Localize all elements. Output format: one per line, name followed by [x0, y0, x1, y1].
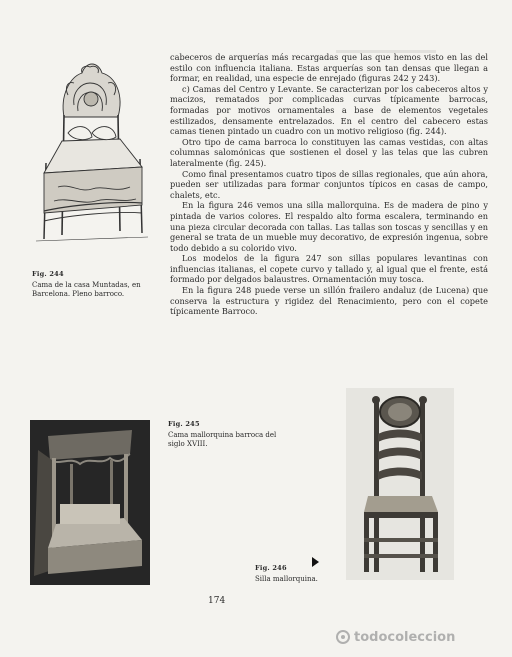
tc-logo-icon [336, 630, 350, 644]
chair-photo-fig246 [346, 388, 454, 580]
paragraph-5: En la figura 246 vemos una silla mallorquina. Es de madera de pino y pintada de varios colores. El respaldo alto forma escalera, terminando en una pieza circular decorada con tallas. Las tallas son toscas y sencillas y en general se trata de un mueble muy decorativo, de expresión ingenua, sobre todo debido a su colorido vivo. [170, 200, 488, 253]
paragraph-4: Como final presentamos cuatro tipos de sillas regionales, que aún ahora, pueden ser utilizadas para formar conjuntos típicos en casas de campo, chalets, etc. [170, 168, 488, 200]
bed-photo-fig245 [30, 420, 150, 585]
page-number: 174 [208, 596, 226, 606]
paragraph-7: En la figura 248 puede verse un sillón frailero andaluz (de Lucena) que conserva la estructura y rigidez del Renacimiento, pero con el copete típicamente Barroco. [170, 285, 488, 317]
bed-drawing-fig244 [30, 55, 150, 245]
figure-245-caption [168, 420, 288, 449]
figure-245-text: Cama mallorquina barroca del siglo XVIII. [168, 431, 277, 448]
paragraph-3: Otro tipo de cama barroca lo constituyen las camas vestidas, con altas columnas salomónicas que sostienen el dosel y las telas que las cubren lateralmente (fig. 245). [170, 136, 488, 168]
figure-246-number: Fig. 246 [255, 564, 287, 572]
figure-245-number: Fig. 245 [168, 420, 200, 428]
figure-246-caption [255, 564, 335, 584]
watermark-text: todocoleccion [354, 629, 456, 645]
paragraph-1: cabeceros de arquerías más recargadas que las que hemos visto en las del estilo con influencia italiana. Estas arquerías son tan densas que llegan a formar, en realidad, una especie de enrejado (figuras 242 y 243). [170, 52, 488, 84]
chair-image [346, 388, 454, 580]
watermark [336, 626, 506, 648]
figure-244-number: Fig. 244 [32, 270, 64, 278]
canopy-bed-image [30, 420, 150, 585]
body-text [170, 52, 488, 317]
figure-244-text: Cama de la casa Muntadas, en Barcelona. Pleno barroco. [32, 281, 141, 298]
paragraph-6: Los modelos de la figura 247 son sillas populares levantinas con influencias italianas, el copete curvo y tallado y, al igual que el frente, está formado por delgados balaustres. Ornamentación muy tosca. [170, 253, 488, 285]
figure-244-caption [32, 270, 157, 299]
figure-246-text: Silla mallorquina. [255, 575, 318, 583]
paragraph-2: c) Camas del Centro y Levante. Se caracterizan por los cabeceros altos y macizos, rematados por complicadas curvas típicamente barrocas, formadas por motivos ornamentales a base de elementos vegetales estilizados, densamente entrelazados. En el centro del cabecero estas camas tienen pintado un cuadro con un motivo religioso (fig. 244). [170, 83, 488, 137]
